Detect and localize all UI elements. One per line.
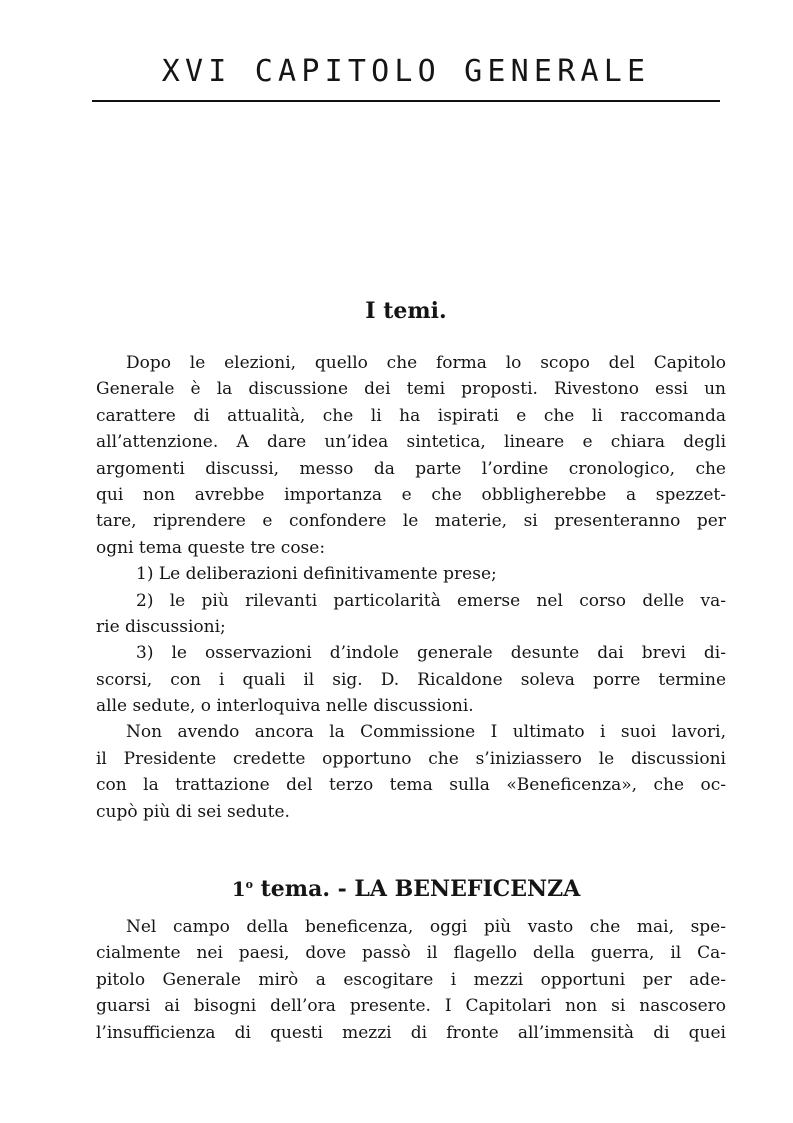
section-heading-temi: I temi. xyxy=(365,298,447,324)
text-line: guarsi ai bisogni dell’ora presente. I Capitolari non si nascosero xyxy=(96,996,726,1017)
text-line: il Presidente credette opportuno che s’iniziassero le discussioni xyxy=(96,748,726,769)
text-line: tare, riprendere e confondere le materie, si presenteranno per xyxy=(96,511,726,532)
body-text-temi xyxy=(96,350,726,825)
list-item: 3) le osservazioni d’indole generale desunte dai brevi di- xyxy=(136,643,726,664)
text-line: scorsi, con i quali il sig. D. Ricaldone soleva porre termine xyxy=(96,669,726,690)
list-item: 1) Le deliberazioni definitivamente prese; xyxy=(136,564,497,585)
heading-ordinal: o xyxy=(245,878,253,891)
text-line: all’attenzione. A dare un’idea sintetica, lineare e chiara degli xyxy=(96,432,726,453)
text-line: con la trattazione del terzo tema sulla «Beneficenza», che oc- xyxy=(96,775,726,796)
text-line: ogni tema queste tre cose: xyxy=(96,537,326,558)
running-title: XVI CAPITOLO GENERALE xyxy=(161,54,651,89)
body-text-beneficenza xyxy=(96,914,726,1046)
text-line: pitolo Generale mirò a escogitare i mezzi opportuni per ade- xyxy=(96,969,726,990)
text-line: qui non avrebbe importanza e che obbligherebbe a spezzet- xyxy=(96,484,726,505)
heading-title: tema. - LA BENEFICENZA xyxy=(252,876,581,902)
section-heading-beneficenza xyxy=(92,870,720,904)
text-line: argomenti discussi, messo da parte l’ordine cronologico, che xyxy=(96,458,726,479)
text-line: cupò più di sei sedute. xyxy=(96,801,290,822)
text-line: Nel campo della beneficenza, oggi più vasto che mai, spe- xyxy=(126,917,726,937)
text-line: carattere di attualità, che li ha ispirati e che li raccomanda xyxy=(96,405,726,426)
text-line: Generale è la discussione dei temi proposti. Rivestono essi un xyxy=(96,379,726,400)
list-item: 2) le più rilevanti particolarità emerse nel corso delle va- xyxy=(136,590,726,611)
heading-number: 1 xyxy=(231,877,246,901)
text-line: rie discussioni; xyxy=(96,616,226,637)
text-line: alle sedute, o interloquiva nelle discussioni. xyxy=(96,696,474,717)
text-line: Non avendo ancora la Commissione I ultimato i suoi lavori, xyxy=(126,722,726,743)
page-header xyxy=(92,52,720,102)
text-line: Dopo le elezioni, quello che forma lo scopo del Capitolo xyxy=(126,353,726,373)
text-line: cialmente nei paesi, dove passò il flagello della guerra, il Ca- xyxy=(96,943,726,964)
text-line: l’insufficienza di questi mezzi di fronte all’immensità di quei xyxy=(96,1022,726,1043)
